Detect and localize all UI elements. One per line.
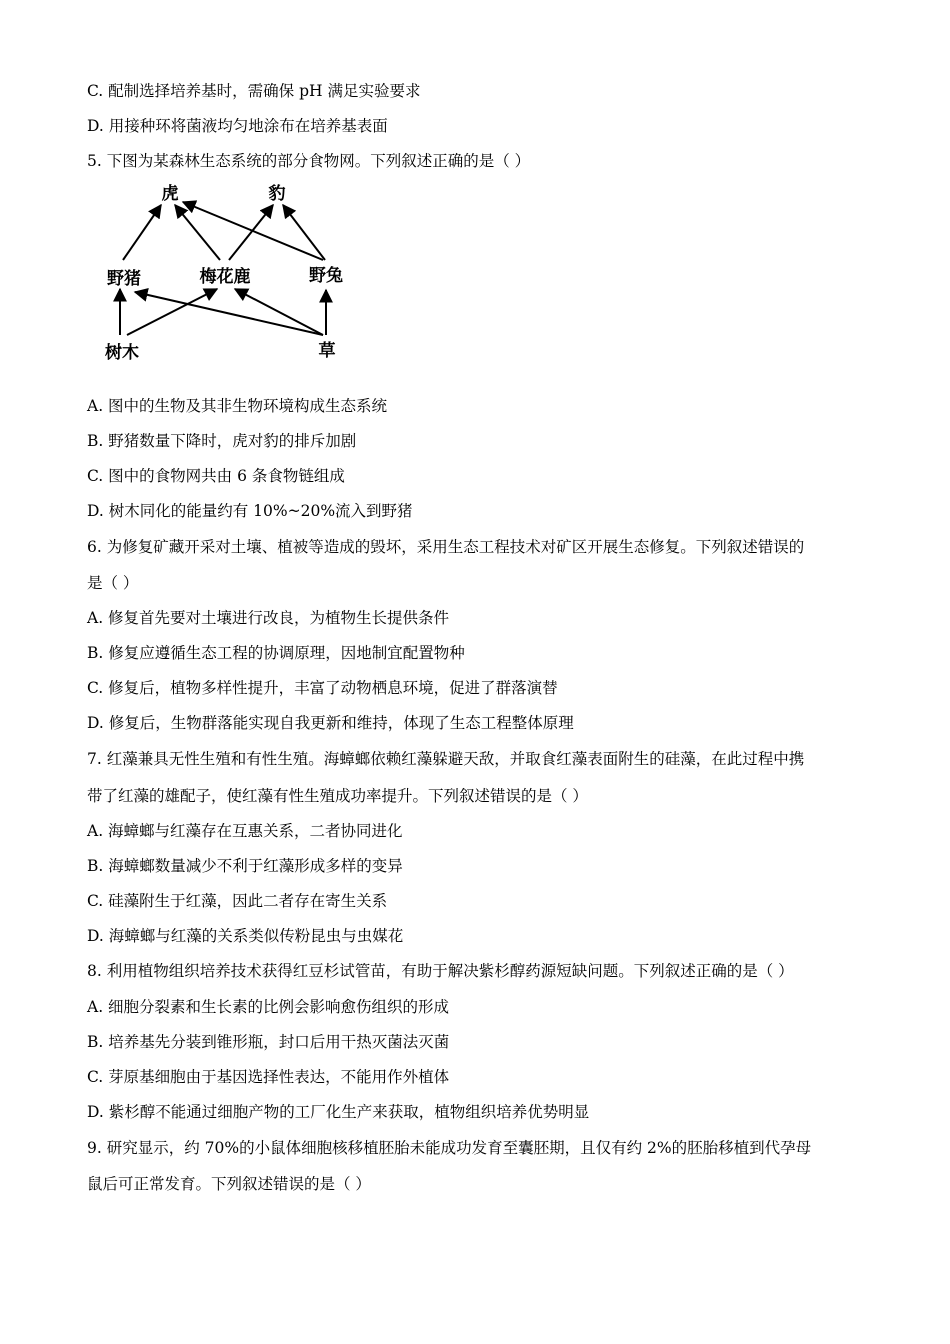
q5-option-c: C. 图中的食物网共由 6 条食物链组成	[87, 467, 345, 485]
q6-option-d: D. 修复后，生物群落能实现自我更新和维持，体现了生态工程整体原理	[87, 714, 574, 732]
q6-option-b: B. 修复应遵循生态工程的协调原理，因地制宜配置物种	[87, 644, 465, 662]
q5-option-d: D. 树木同化的能量约有 10%~20%流入到野猪	[87, 502, 413, 520]
q8-option-a: A. 细胞分裂素和生长素的比例会影响愈伤组织的形成	[87, 998, 450, 1016]
q9-stem-line1: 9. 研究显示，约 70%的小鼠体细胞核移植胚胎未能成功发育至囊胚期，且仅有约 2%的胚胎移植到代孕母	[87, 1139, 812, 1157]
q8-option-b: B. 培养基先分装到锥形瓶，封口后用干热灭菌法灭菌	[87, 1033, 450, 1051]
q6-stem-line1: 6. 为修复矿藏开采对土壤、植被等造成的毁坏，采用生态工程技术对矿区开展生态修复。下列叙述错误的	[87, 538, 805, 556]
node-tree: 树木	[105, 343, 139, 363]
q8-stem: 8. 利用植物组织培养技术获得红豆杉试管苗，有助于解决紫杉醇药源短缺问题。下列叙述正确的是（ ）	[87, 962, 794, 980]
q7-stem-line1: 7. 红藻兼具无性生殖和有性生殖。海蟑螂依赖红藻躲避天敌，并取食红藻表面附生的硅藻，在此过程中携	[87, 750, 805, 768]
q7-option-c: C. 硅藻附生于红藻，因此二者存在寄生关系	[87, 892, 388, 910]
q8-option-d: D. 紫杉醇不能通过细胞产物的工厂化生产来获取，植物组织培养优势明显	[87, 1103, 590, 1121]
q6-option-c: C. 修复后，植物多样性提升，丰富了动物栖息环境，促进了群落演替	[87, 679, 558, 697]
node-hare: 野兔	[309, 266, 343, 286]
q5-option-a: A. 图中的生物及其非生物环境构成生态系统	[87, 397, 388, 415]
q6-option-a: A. 修复首先要对土壤进行改良，为植物生长提供条件	[87, 609, 450, 627]
node-deer: 梅花鹿	[199, 267, 251, 287]
arrow-deer-to-tiger	[175, 205, 220, 260]
q4-option-d: D. 用接种环将菌液均匀地涂布在培养基表面	[87, 117, 388, 135]
q4-option-c: C. 配制选择培养基时，需确保 pH 满足实验要求	[87, 82, 421, 100]
q7-option-d: D. 海蟑螂与红藻的关系类似传粉昆虫与虫媒花	[87, 927, 404, 945]
q6-stem-line2: 是（ ）	[87, 574, 139, 592]
q8-option-c: C. 芽原基细胞由于基因选择性表达，不能用作外植体	[87, 1068, 450, 1086]
q9-stem-line2: 鼠后可正常发育。下列叙述错误的是（ ）	[87, 1175, 371, 1193]
node-boar: 野猪	[107, 269, 141, 289]
node-leopard: 豹	[268, 184, 286, 204]
q7-option-b: B. 海蟑螂数量减少不利于红藻形成多样的变异	[87, 857, 403, 875]
node-grass: 草	[318, 341, 336, 361]
node-tiger: 虎	[161, 184, 179, 204]
food-web-diagram	[95, 178, 355, 368]
arrow-tree-to-deer	[127, 289, 217, 335]
q5-option-b: B. 野猪数量下降时，虎对豹的排斥加剧	[87, 432, 357, 450]
arrow-grass-to-deer	[235, 289, 323, 335]
arrow-deer-to-leopard	[229, 205, 273, 260]
q5-stem: 5. 下图为某森林生态系统的部分食物网。下列叙述正确的是（ ）	[87, 152, 531, 170]
q7-stem-line2: 带了红藻的雄配子，使红藻有性生殖成功率提升。下列叙述错误的是（ ）	[87, 787, 588, 805]
q7-option-a: A. 海蟑螂与红藻存在互惠关系，二者协同进化	[87, 822, 403, 840]
arrow-boar-to-tiger	[123, 205, 161, 260]
arrow-grass-to-boar	[135, 292, 323, 335]
